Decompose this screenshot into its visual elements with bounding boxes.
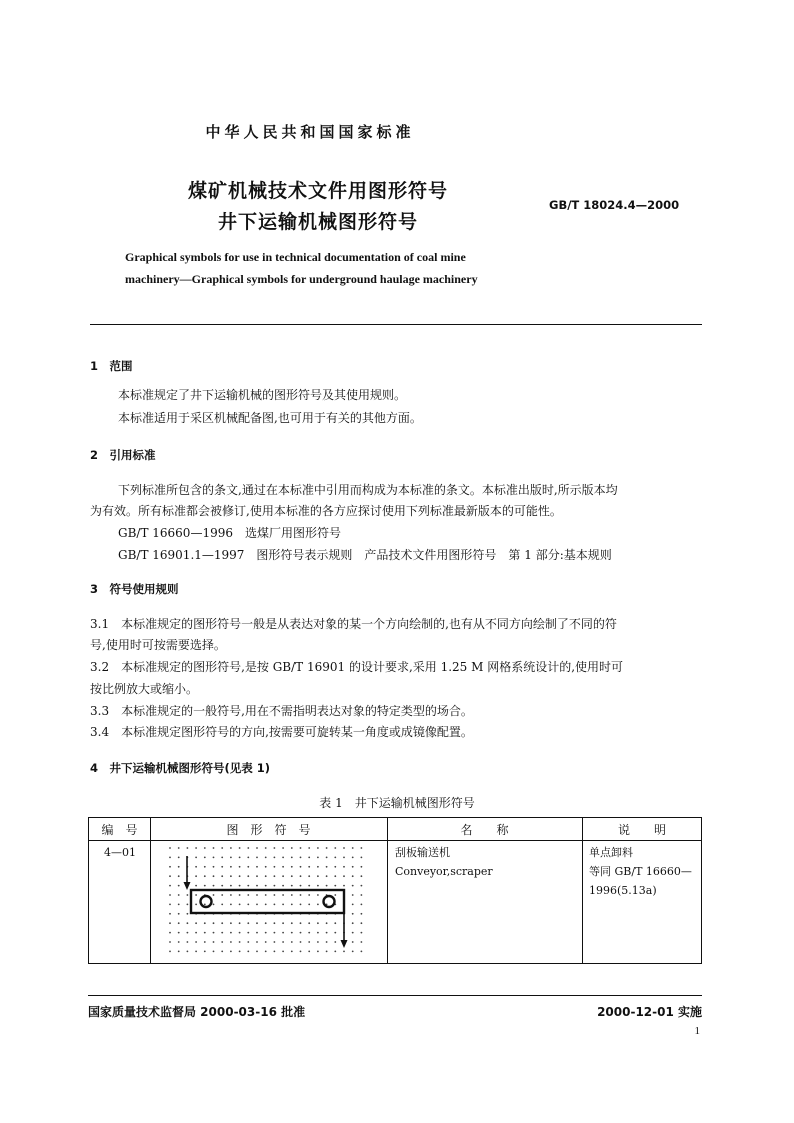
row-note-line-3: 1996(5.13a) [589, 884, 657, 897]
scraper-conveyor-symbol-icon [165, 844, 375, 959]
rule-3-4: 3.4 本标准规定图形符号的方向,按需要可旋转某一角度或成镜像配置。 [90, 725, 473, 739]
title-en-line1: Graphical symbols for use in technical documentation of coal mine [125, 250, 466, 264]
section-1-heading: 1 范围 [90, 359, 133, 373]
section-4-heading: 4 井下运输机械图形符号(见表 1) [90, 761, 271, 775]
row-number: 4—01 [104, 846, 136, 859]
header-note: 说 明 [617, 823, 666, 837]
header-name: 名 称 [460, 823, 509, 837]
row-note-line-2: 等同 GB/T 16660— [589, 865, 692, 878]
reference-2: GB/T 16901.1—1997 图形符号表示规则 产品技术文件用图形符号 第 1 部分:基本规则 [118, 548, 612, 562]
country-standard-heading: 中华人民共和国国家标准 [205, 123, 415, 141]
rule-3-2-line-1: 3.2 本标准规定的图形符号,是按 GB/T 16901 的设计要求,采用 1.25 M 网格系统设计的,使用时可 [90, 660, 624, 674]
title-cn-line1: 煤矿机械技术文件用图形符号 [187, 180, 448, 202]
rule-3-1-line-1: 3.1 本标准规定的图形符号一般是从表达对象的某一个方向绘制的,也有从不同方向绘制了不同的符 [90, 617, 617, 631]
rule-3-1-line-2: 号,使用时可按需要选择。 [90, 638, 226, 652]
page-number: 1 [694, 1025, 700, 1037]
header-divider [90, 324, 702, 325]
standard-code: GB/T 18024.4—2000 [549, 198, 680, 212]
section-3-heading: 3 符号使用规则 [90, 582, 179, 596]
table-header-divider [89, 840, 701, 841]
section-2-heading: 2 引用标准 [90, 448, 156, 462]
rule-3-3: 3.3 本标准规定的一般符号,用在不需指明表达对象的特定类型的场合。 [90, 704, 473, 718]
section-2-para-line-1: 下列标准所包含的条文,通过在本标准中引用而构成为本标准的条文。本标准出版时,所示版本均 [118, 483, 618, 497]
row-name-en: Conveyor,scraper [395, 865, 493, 878]
row-name-cn: 刮板输送机 [395, 846, 450, 859]
rule-3-2-line-2: 按比例放大或缩小。 [90, 682, 199, 696]
reference-1: GB/T 16660—1996 选煤厂用图形符号 [118, 526, 341, 540]
header-number: 编 号 [101, 823, 138, 837]
title-en-line2: machinery—Graphical symbols for underground haulage machinery [125, 272, 478, 286]
section-1-para-1: 本标准规定了井下运输机械的图形符号及其使用规则。 [118, 388, 407, 402]
row-note-line-1: 单点卸料 [589, 846, 633, 859]
implementation-date: 2000-12-01 实施 [597, 1005, 702, 1019]
symbol-table [88, 817, 702, 964]
approval-date: 国家质量技术监督局 2000-03-16 批准 [88, 1005, 306, 1019]
header-symbol: 图 形 符 号 [226, 823, 311, 837]
title-cn-line2: 井下运输机械图形符号 [217, 211, 418, 233]
section-2-para-line-2: 为有效。所有标准都会被修订,使用本标准的各方应探讨使用下列标准最新版本的可能性。 [90, 504, 562, 518]
table-caption: 表 1 井下运输机械图形符号 [319, 796, 475, 810]
footer-divider [88, 995, 702, 996]
section-1-para-2: 本标准适用于采区机械配备图,也可用于有关的其他方面。 [118, 411, 422, 425]
